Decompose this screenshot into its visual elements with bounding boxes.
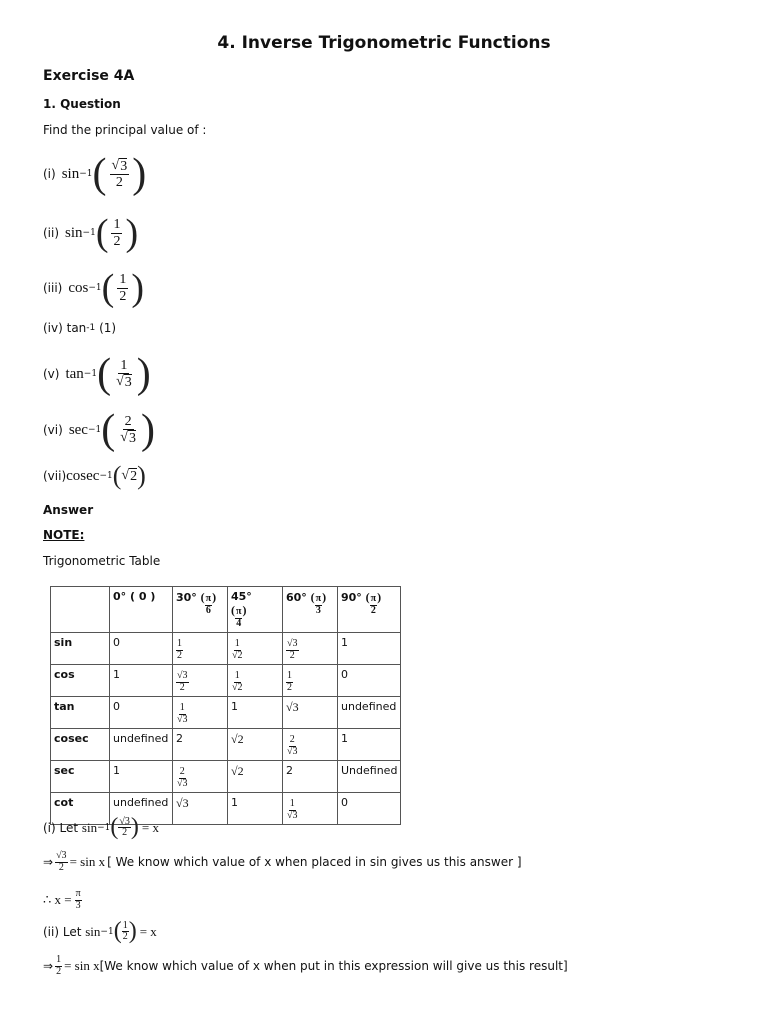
header-90: 90° ( $\frac{\pi}{2}$ ) [338,587,401,633]
cell: √3 [173,793,228,825]
function-name: sec [68,421,88,438]
cell: 0 [110,633,173,665]
step-ii-implies: ⇒ $\frac{1}{2}$ = sin x [We know which value of x when put in this expression will give us this result] [43,954,568,977]
step-i-implies: ⇒ $\frac{√3}{2}$ = sin x [ We know which value of x when placed in sin gives us this answer ] [43,850,522,873]
item-label: (i) [43,167,56,181]
function-name: sin [65,224,83,241]
row-label: sec [51,761,110,793]
step-label: (ii) Let [43,924,82,939]
item-label: (iii) [43,281,63,295]
step-i-let: (i) Let sin −1 ( $\frac{√3}{2}$ ) = x [43,814,159,840]
table-row [51,729,401,761]
row-label: sin [51,633,110,665]
cell: 1 [110,665,173,697]
step-comment: [ We know which value of x when placed in sin gives us this answer ] [107,855,522,869]
cell: undefined [110,729,173,761]
expression: ( $\frac{1}{2}$ ) [95,212,139,254]
cell: 0 [338,665,401,697]
power: −1 [99,471,113,481]
item-label: (vii) [43,469,67,483]
cell: undefined [110,793,173,825]
step-i-therefore: ∴ x = $\frac{\pi}{3}$ [43,888,81,911]
cell: 0 [338,793,401,825]
power: −1 [83,369,98,379]
cell: $\frac{1}{√2}$ [228,665,283,697]
table-header-row [51,587,401,633]
power: −1 [88,283,102,293]
row-label: cosec [51,729,110,761]
expression: ( √ 3 2 ) [92,151,147,197]
cell: $\frac{1}{2}$ [283,665,338,697]
cell: undefined [338,697,401,729]
cell: $\frac{√3}{2}$ [173,665,228,697]
item-ii [43,211,138,255]
header-45: 45° ( $\frac{\pi}{4}$ ) [228,587,283,633]
table-row [51,761,401,793]
item-vii [43,461,146,491]
table-row [51,633,401,665]
item-i [43,150,146,198]
cell: $\frac{2}{√3}$ [283,729,338,761]
item-iii [43,266,144,310]
power: −1 [87,425,102,435]
step-label: (i) Let [43,820,79,835]
header-0: 0° ( 0 ) [110,587,173,633]
implies-icon: ⇒ [43,855,54,869]
power: −1 [79,169,93,179]
function-name: sin [61,165,80,182]
answer-heading: Answer [43,503,94,517]
cell: $\frac{2}{√3}$ [173,761,228,793]
equation-rhs: = x [139,923,157,939]
cell: √3 [283,697,338,729]
equation-rhs: = sin x [69,854,106,869]
cell: 1 [338,633,401,665]
item-label: (iv) tan [43,321,87,335]
cell: 1 [338,729,401,761]
cell: $\frac{1}{√3}$ [173,697,228,729]
cell: 1 [228,793,283,825]
argument: (1) [99,321,117,335]
table-caption: Trigonometric Table [43,554,161,568]
cell: $\frac{1}{√2}$ [228,633,283,665]
cell: 0 [110,697,173,729]
question-heading: 1. Question [43,97,121,111]
row-label: tan [51,697,110,729]
expression: ( 2 √ 3 ) [101,407,155,453]
table-row [51,665,401,697]
trig-table [50,586,401,825]
item-label: (vi) [43,423,63,437]
implies-icon: ⇒ [43,959,54,973]
cell: 2 [173,729,228,761]
note-heading: NOTE: [43,528,85,542]
power: -1 [86,323,96,333]
question-prompt: Find the principal value of : [43,123,207,137]
exercise-heading: Exercise 4A [43,68,135,84]
cell: $\frac{1}{√3}$ [283,793,338,825]
equation-rhs: = sin x [64,958,100,973]
page-title: 4. Inverse Trigonometric Functions [217,33,551,53]
step-comment: [We know which value of x when put in this expression will give us this result] [99,959,568,973]
power: −1 [82,228,96,238]
expression: ( $\frac{1}{2}$ ) [101,267,144,309]
row-label: cot [51,793,110,825]
table-row [51,697,401,729]
cell: √2 [228,729,283,761]
step-ii-let: (ii) Let sin −1 ( $\frac{1}{2}$ ) = x [43,918,157,944]
cell: 1 [110,761,173,793]
header-60: 60° ( $\frac{\pi}{3}$ ) [283,587,338,633]
item-v [43,350,151,398]
item-label: (v) [43,367,60,381]
equation-rhs: = x [141,819,159,835]
cell: $\frac{1}{2}$ [173,633,228,665]
expression: ( 1 √ 3 ) [97,351,151,397]
header-empty [51,587,110,633]
function-name: tan [65,365,84,382]
expression: ( √ 2 ) [112,461,146,490]
item-vi [43,406,155,454]
item-iv [43,321,116,335]
function-name: cosec [66,467,100,484]
cell: $\frac{√3}{2}$ [283,633,338,665]
therefore-statement: ∴ x = [43,892,72,907]
cell: 2 [283,761,338,793]
cell: Undefined [338,761,401,793]
cell: 1 [228,697,283,729]
cell: √2 [228,761,283,793]
row-label: cos [51,665,110,697]
function-name: cos [68,279,89,296]
item-label: (ii) [43,226,60,240]
header-30: 30° ( $\frac{\pi}{6}$ ) [173,587,228,633]
